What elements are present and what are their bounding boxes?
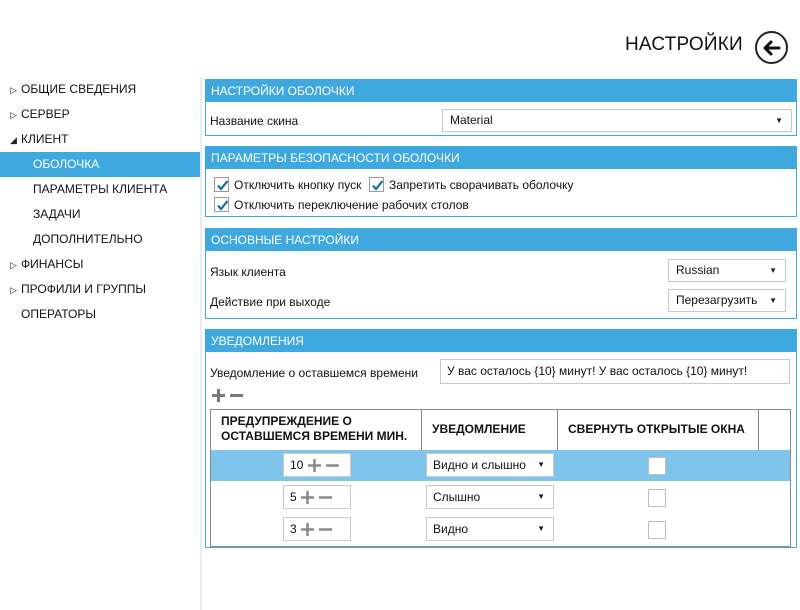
expand-icon[interactable]: ▷ — [10, 285, 17, 295]
plus-icon — [299, 489, 316, 506]
sidebar-divider — [200, 77, 202, 610]
sidebar-item-shell[interactable]: ОБОЛОЧКА — [0, 152, 200, 177]
disable-start-checkbox[interactable]: Отключить кнопку пуск — [214, 177, 361, 192]
security-panel — [205, 146, 797, 217]
sidebar-item-client-params[interactable]: ПАРАМЕТРЫ КЛИЕНТА — [33, 182, 168, 196]
minus-icon — [317, 521, 334, 538]
panel-title: УВЕДОМЛЕНИЯ — [206, 330, 796, 352]
expand-icon[interactable]: ▷ — [10, 110, 17, 120]
remove-row-button[interactable] — [228, 387, 245, 404]
increment-button[interactable] — [306, 457, 323, 474]
plus-icon — [210, 387, 227, 404]
checkbox-box[interactable] — [214, 177, 229, 192]
minimize-windows-checkbox[interactable] — [648, 457, 666, 475]
minutes-stepper[interactable]: 10 — [283, 453, 351, 477]
sidebar-item-server[interactable]: ▷ СЕРВЕР — [0, 102, 200, 127]
basic-settings-panel — [205, 228, 797, 319]
chevron-down-icon: ▼ — [775, 116, 783, 125]
exit-action-select[interactable]: Перезагрузить ▼ — [668, 289, 786, 312]
sidebar-item-profiles[interactable]: ▷ ПРОФИЛИ И ГРУППЫ — [0, 277, 200, 302]
add-row-button[interactable] — [210, 387, 227, 404]
minus-icon — [324, 457, 341, 474]
notification-type-select[interactable]: Слышно ▼ — [426, 485, 554, 509]
minimize-windows-checkbox[interactable] — [648, 489, 666, 507]
decrement-button[interactable] — [317, 489, 334, 506]
chevron-down-icon: ▼ — [537, 460, 545, 469]
table-row[interactable] — [211, 514, 790, 545]
exit-action-label: Действие при выходе — [210, 295, 331, 309]
decrement-button[interactable] — [324, 457, 341, 474]
notification-type-select[interactable]: Видно и слышно ▼ — [426, 453, 554, 477]
language-select[interactable]: Russian ▼ — [668, 259, 786, 282]
sidebar-item-client[interactable]: ◢ КЛИЕНТ — [0, 127, 200, 152]
table-row[interactable] — [211, 482, 790, 513]
increment-button[interactable] — [299, 489, 316, 506]
expand-icon[interactable]: ▷ — [10, 260, 17, 270]
chevron-down-icon: ▼ — [537, 524, 545, 533]
sidebar-nav — [0, 77, 200, 327]
increment-button[interactable] — [299, 521, 316, 538]
sidebar-item-operators[interactable]: ОПЕРАТОРЫ — [21, 307, 96, 321]
plus-icon — [299, 521, 316, 538]
column-header-notification[interactable]: УВЕДОМЛЕНИЕ — [422, 410, 558, 450]
notifications-table — [210, 409, 791, 547]
column-header-minimize[interactable]: СВЕРНУТЬ ОТКРЫТЫЕ ОКНА — [558, 410, 759, 450]
checkmark-icon — [370, 178, 385, 193]
disable-desktop-switch-checkbox[interactable]: Отключить переключение рабочих столов — [214, 197, 469, 212]
minutes-stepper[interactable]: 5 — [283, 485, 351, 509]
minus-icon — [228, 387, 245, 404]
minimize-windows-checkbox[interactable] — [648, 521, 666, 539]
minutes-stepper[interactable]: 3 — [283, 517, 351, 541]
panel-title: НАСТРОЙКИ ОБОЛОЧКИ — [206, 80, 796, 102]
skin-select[interactable]: Material ▼ — [442, 109, 792, 132]
sidebar-item-general[interactable]: ▷ ОБЩИЕ СВЕДЕНИЯ — [0, 77, 200, 102]
notification-type-select[interactable]: Видно ▼ — [426, 517, 554, 541]
checkbox-box[interactable] — [369, 177, 384, 192]
back-button[interactable] — [755, 31, 788, 64]
sidebar-item-additional[interactable]: ДОПОЛНИТЕЛЬНО — [33, 232, 143, 246]
collapse-icon[interactable]: ◢ — [10, 135, 17, 145]
table-row[interactable] — [211, 450, 790, 481]
panel-title: ПАРАМЕТРЫ БЕЗОПАСНОСТИ ОБОЛОЧКИ — [206, 147, 796, 169]
skin-label: Название скина — [210, 114, 299, 128]
row-add-remove — [210, 387, 245, 404]
decrement-button[interactable] — [317, 521, 334, 538]
minus-icon — [317, 489, 334, 506]
checkbox-box[interactable] — [214, 197, 229, 212]
chevron-down-icon: ▼ — [769, 296, 777, 305]
remaining-time-label: Уведомление о оставшемся времени — [210, 366, 418, 380]
remaining-time-input[interactable]: У вас осталось {10} минут! У вас осталось {10} минут! — [440, 359, 790, 384]
checkmark-icon — [215, 178, 230, 193]
page-title: НАСТРОЙКИ — [625, 34, 743, 55]
chevron-down-icon: ▼ — [537, 492, 545, 501]
language-label: Язык клиента — [210, 265, 286, 279]
panel-title: ОСНОВНЫЕ НАСТРОЙКИ — [206, 229, 796, 251]
arrow-left-icon — [762, 38, 782, 58]
checkmark-icon — [215, 198, 230, 213]
notifications-panel — [205, 329, 797, 548]
shell-settings-panel — [205, 79, 797, 136]
chevron-down-icon: ▼ — [769, 266, 777, 275]
plus-icon — [306, 457, 323, 474]
prevent-minimize-checkbox[interactable]: Запретить сворачивать оболочку — [369, 177, 573, 192]
column-header-warning[interactable]: ПРЕДУПРЕЖДЕНИЕ О ОСТАВШЕМСЯ ВРЕМЕНИ МИН. — [211, 410, 422, 450]
sidebar-item-finance[interactable]: ▷ ФИНАНСЫ — [0, 252, 200, 277]
expand-icon[interactable]: ▷ — [10, 85, 17, 95]
sidebar-item-tasks[interactable]: ЗАДАЧИ — [33, 207, 81, 221]
